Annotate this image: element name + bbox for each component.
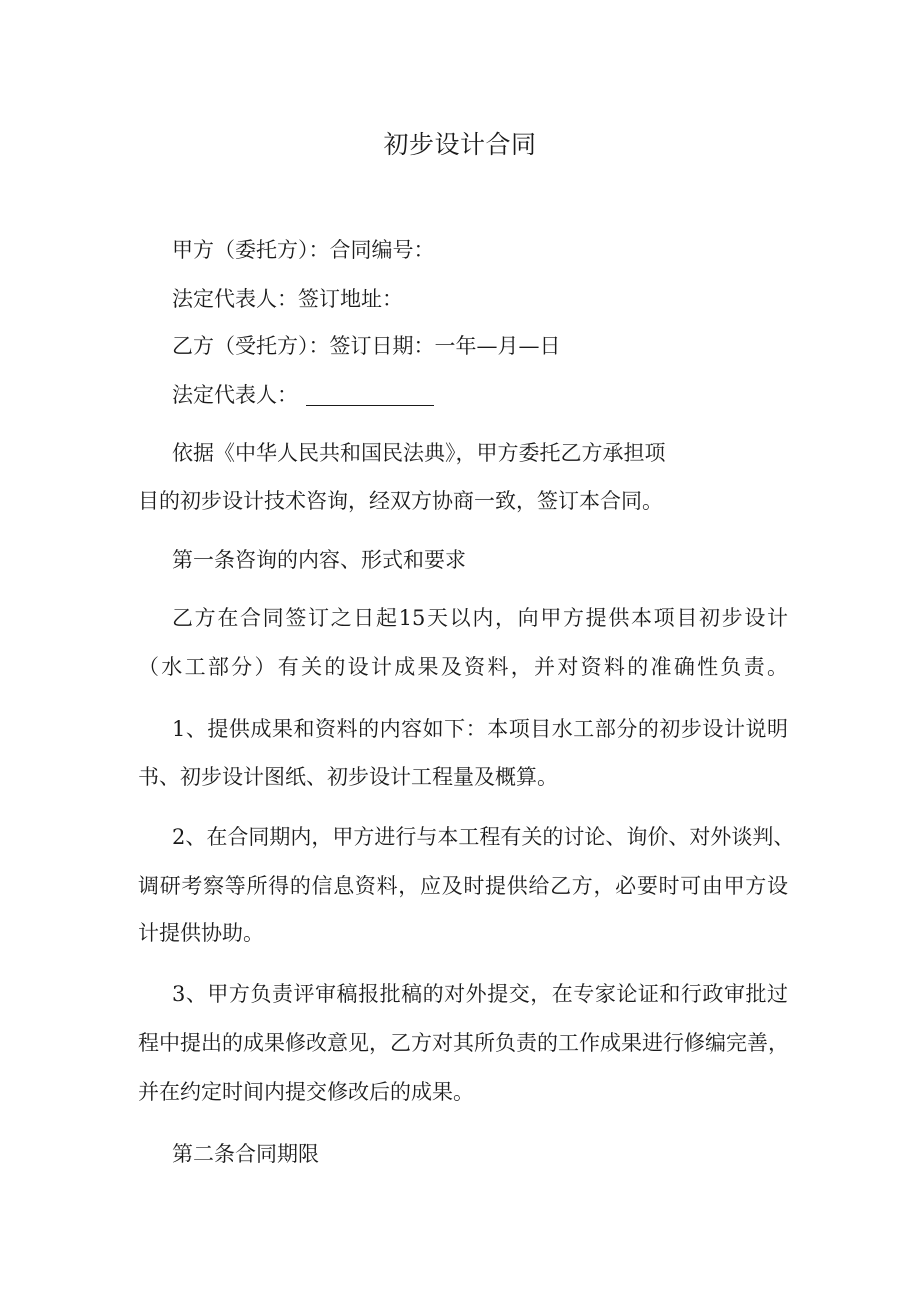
- preamble-line-2: 目的初步设计技术咨询，经双方协商一致，签订本合同。: [138, 489, 663, 513]
- document-title: 初步设计合同: [383, 130, 537, 159]
- article1-item3-line-1: 3、甲方负责评审稿报批稿的对外提交，在专家论证和行政审批过: [172, 982, 788, 1006]
- article2-heading: 第二条合同期限: [172, 1142, 319, 1166]
- legal-rep-b-row: [172, 380, 788, 410]
- party-b-field: 乙方（受托方）：签订日期：一年—月—日: [172, 334, 561, 358]
- article1-item2-line-1: 2、在合同期内，甲方进行与本工程有关的讨论、询价、对外谈判、: [172, 825, 795, 849]
- legal-rep-a-field: 法定代表人：签订地址：: [172, 287, 403, 311]
- article1-para1-line-1: 乙方在合同签订之日起15天以内，向甲方提供本项目初步设计: [172, 606, 788, 630]
- article1-item2-line-2: 调研考察等所得的信息资料，应及时提供给乙方，必要时可由甲方设: [138, 874, 788, 898]
- article1-heading: 第一条咨询的内容、形式和要求: [172, 548, 466, 572]
- article1-para1-line-2: （水工部分）有关的设计成果及资料，并对资料的准确性负责。: [138, 655, 788, 679]
- article1-item1-line-2: 书、初步设计图纸、初步设计工程量及概算。: [138, 765, 558, 789]
- legal-rep-b-field: 法定代表人：: [172, 383, 298, 407]
- preamble-line-1: 依据《中华人民共和国民法典》，甲方委托乙方承担项: [172, 441, 666, 465]
- article1-item3-line-3: 并在约定时间内提交修改后的成果。: [138, 1080, 474, 1104]
- article1-item2-line-3: 计提供协助。: [138, 921, 264, 945]
- party-a-field: 甲方（委托方）：合同编号：: [172, 238, 435, 262]
- article1-item3-line-2: 程中提出的成果修改意见，乙方对其所负责的工作成果进行修编完善，: [138, 1031, 789, 1055]
- article1-item1-line-1: 1、提供成果和资料的内容如下：本项目水工部分的初步设计说明: [172, 717, 788, 741]
- signature-blank-line: [306, 383, 434, 406]
